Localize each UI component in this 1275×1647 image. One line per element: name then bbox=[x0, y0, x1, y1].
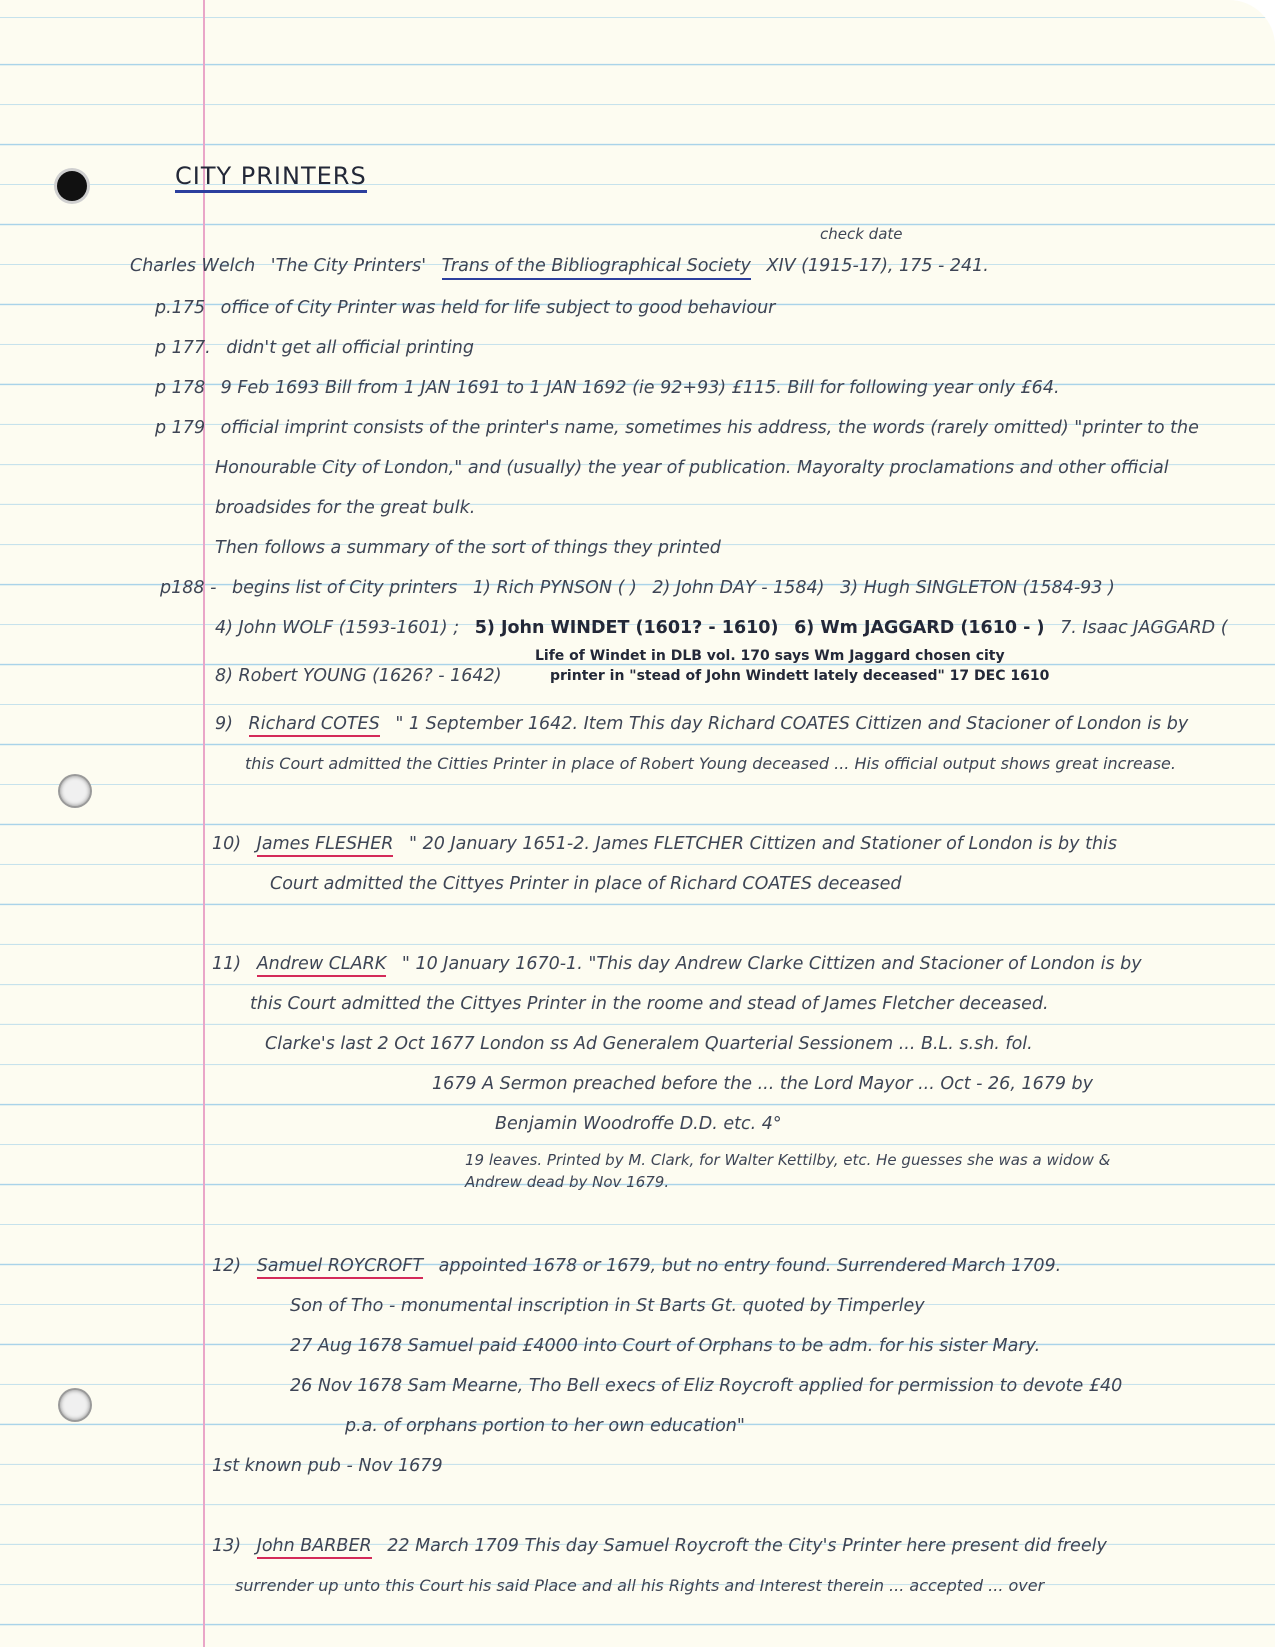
reference-volume: XIV (1915-17), 175 - 241. bbox=[766, 256, 989, 276]
printer-name: Richard COTES bbox=[249, 714, 380, 737]
binder-hole-bottom bbox=[60, 1390, 90, 1420]
printer-list-item: 2) John DAY - 1584) bbox=[652, 578, 825, 598]
reference-author: Charles Welch bbox=[130, 256, 256, 276]
page-ref: p 179 bbox=[155, 418, 206, 438]
printer-list-item: 4) John WOLF (1593-1601) ; bbox=[215, 618, 460, 638]
page-note bbox=[155, 376, 1070, 400]
entry-line: 27 Aug 1678 Samuel paid £4000 into Court of Orphans to be adm. for his sister Mary. bbox=[290, 1336, 1041, 1356]
binder-hole-top bbox=[57, 171, 87, 201]
entry-number: 12) bbox=[212, 1256, 242, 1276]
entry-line: 26 Nov 1678 Sam Mearne, Tho Bell execs of Eliz Roycroft applied for permission to devote £40 bbox=[290, 1376, 1123, 1396]
printer-entry-header bbox=[212, 1254, 1071, 1278]
entry-line: this Court admitted the Citties Printer in place of Robert Young deceased ... His official output shows great increase. bbox=[245, 754, 1176, 773]
entry-note: 19 leaves. Printed by M. Clark, for Walter Kettilby, etc. He guesses she was a widow & bbox=[465, 1151, 1111, 1169]
entry-line: 1st known pub - Nov 1679 bbox=[212, 1456, 443, 1476]
reference-journal: Trans of the Bibliographical Society bbox=[442, 256, 751, 280]
printer-list-item: 7. Isaac JAGGARD ( bbox=[1060, 618, 1228, 638]
summary-line: Then follows a summary of the sort of things they printed bbox=[215, 538, 721, 558]
printer-list-item: 1) Rich PYNSON ( ) bbox=[472, 578, 637, 598]
printer-list-item: 8) Robert YOUNG (1626? - 1642) bbox=[215, 666, 502, 686]
entry-line: Court admitted the Cittyes Printer in place of Richard COATES deceased bbox=[270, 874, 902, 894]
printer-list-item: 5) John WINDET (1601? - 1610) bbox=[474, 618, 779, 638]
entry-line: appointed 1678 or 1679, but no entry found. Surrendered March 1709. bbox=[438, 1256, 1062, 1276]
printer-list-line bbox=[215, 616, 1238, 640]
entry-line: " 10 January 1670-1. "This day Andrew Clarke Cittizen and Stacioner of London is by bbox=[401, 954, 1142, 974]
printer-list-item: begins list of City printers bbox=[231, 578, 458, 598]
check-date-note: check date bbox=[820, 225, 903, 243]
margin-line bbox=[203, 0, 205, 1647]
printer-name: John BARBER bbox=[257, 1536, 372, 1559]
page-note-continuation: broadsides for the great bulk. bbox=[215, 498, 476, 518]
entry-line: this Court admitted the Cittyes Printer in the roome and stead of James Fletcher deceased. bbox=[250, 994, 1049, 1014]
printer-entry-header bbox=[212, 1534, 1117, 1558]
page-note-text: office of City Printer was held for life subject to good behaviour bbox=[220, 298, 776, 318]
page-note-text: 9 Feb 1693 Bill from 1 JAN 1691 to 1 JAN 1692 (ie 92+93) £115. Bill for following year only £64. bbox=[220, 378, 1060, 398]
entry-number: 13) bbox=[212, 1536, 242, 1556]
reference-line bbox=[130, 254, 999, 278]
printer-name: Andrew CLARK bbox=[257, 954, 387, 977]
printer-name: James FLESHER bbox=[257, 834, 394, 857]
entry-line: Son of Tho - monumental inscription in St Barts Gt. quoted by Timperley bbox=[290, 1296, 925, 1316]
entry-line: Clarke's last 2 Oct 1677 London ss Ad Generalem Quarterial Sessionem ... B.L. s.sh. fol. bbox=[265, 1034, 1033, 1054]
windet-note: printer in "stead of John Windett lately deceased" 17 DEC 1610 bbox=[550, 668, 1050, 684]
printer-name: Samuel ROYCROFT bbox=[257, 1256, 423, 1279]
printer-list-line bbox=[160, 576, 1125, 600]
windet-note: Life of Windet in DLB vol. 170 says Wm Jaggard chosen city bbox=[535, 648, 1005, 664]
reference-article: 'The City Printers' bbox=[270, 256, 427, 276]
entry-line: 1679 A Sermon preached before the ... the Lord Mayor ... Oct - 26, 1679 by bbox=[432, 1074, 1094, 1094]
printer-list-item: 6) Wm JAGGARD (1610 - ) bbox=[794, 618, 1045, 638]
entry-line: surrender up unto this Court his said Place and all his Rights and Interest therein ... accepted ... over bbox=[235, 1576, 1045, 1595]
printer-list-item: 3) Hugh SINGLETON (1584-93 ) bbox=[840, 578, 1115, 598]
entry-line: Benjamin Woodroffe D.D. etc. 4° bbox=[495, 1114, 782, 1134]
entry-line: " 1 September 1642. Item This day Richard COATES Cittizen and Stacioner of London is by bbox=[395, 714, 1189, 734]
page-ref: p 177. bbox=[155, 338, 211, 358]
printer-entry-header bbox=[212, 952, 1152, 976]
printer-entry-header bbox=[215, 712, 1198, 736]
entry-line: 22 March 1709 This day Samuel Roycroft the City's Printer here present did freely bbox=[387, 1536, 1107, 1556]
page-ref: p188 - bbox=[160, 578, 217, 598]
page-ref: p 178 bbox=[155, 378, 206, 398]
page-note-text: didn't get all official printing bbox=[226, 338, 474, 358]
page-title: CITY PRINTERS bbox=[175, 164, 367, 193]
page-note bbox=[155, 416, 1209, 440]
entry-note: Andrew dead by Nov 1679. bbox=[465, 1173, 670, 1191]
entry-line: " 20 January 1651-2. James FLETCHER Cittizen and Stationer of London is by this bbox=[409, 834, 1118, 854]
page-note bbox=[155, 336, 484, 360]
page-note bbox=[155, 296, 785, 320]
page-ref: p.175 bbox=[155, 298, 206, 318]
entry-number: 11) bbox=[212, 954, 242, 974]
entry-number: 10) bbox=[212, 834, 242, 854]
entry-number: 9) bbox=[215, 714, 233, 734]
entry-line: p.a. of orphans portion to her own education" bbox=[345, 1416, 745, 1436]
binder-hole-middle bbox=[60, 776, 90, 806]
page-note-continuation: Honourable City of London," and (usually) the year of publication. Mayoralty proclamations and other official bbox=[215, 458, 1169, 478]
page-note-text: official imprint consists of the printer's name, sometimes his address, the words (rarely omitted) "printer to the bbox=[220, 418, 1199, 438]
printer-entry-header bbox=[212, 832, 1127, 856]
